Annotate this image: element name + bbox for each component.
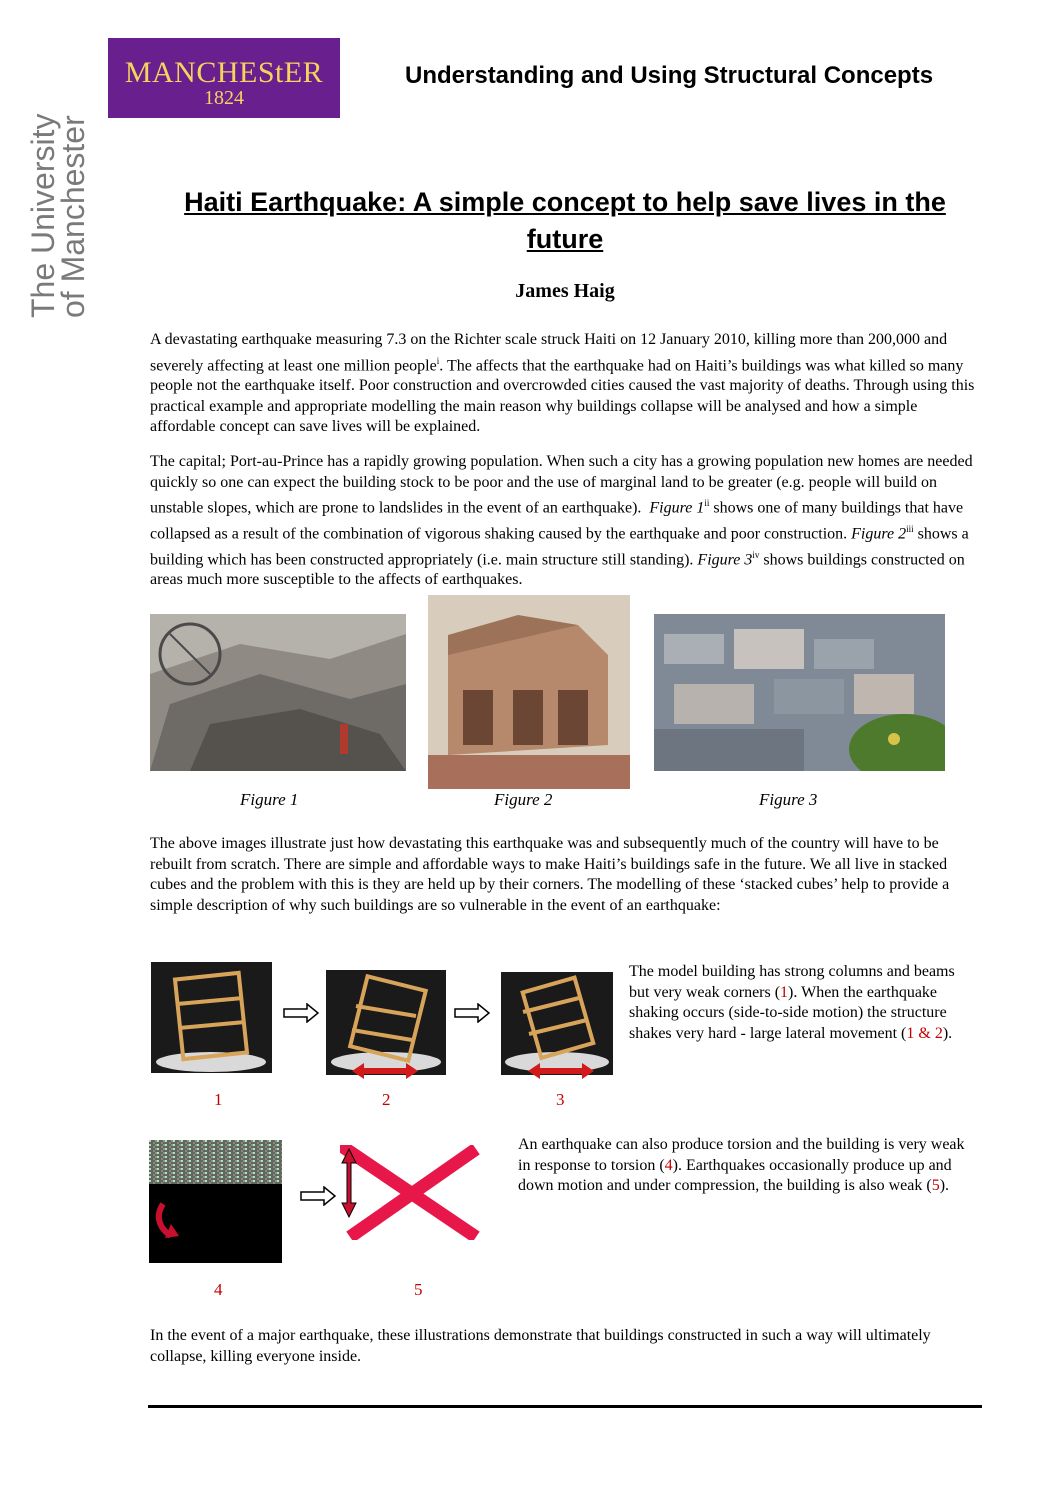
model-number-3: 3 — [556, 1090, 565, 1109]
article-title: Haiti Earthquake: A simple concept to help save lives in the future — [184, 187, 946, 254]
figure-2-photo — [428, 595, 630, 789]
header-title: Understanding and Using Structural Concepts — [405, 62, 934, 89]
figure-1-caption: Figure 1 — [240, 790, 299, 809]
model-photo-2 — [326, 970, 446, 1075]
logo-name: MANCHEStER — [124, 56, 324, 89]
arrow-icon — [454, 1003, 490, 1028]
side-wordmark — [25, 113, 112, 318]
model-number-4: 4 — [214, 1280, 223, 1299]
figure-2-caption: Figure 2 — [494, 790, 553, 809]
side-line-2: of Manchester — [55, 115, 91, 318]
model-photo-3 — [501, 972, 613, 1075]
author-name: James Haig — [515, 280, 615, 302]
model-photo-1 — [151, 962, 272, 1073]
paragraph-intro: A devastating earthquake measuring 7.3 on the Richter scale struck Haiti on 12 January 2010, killing more than 200,000 and severely affecting at least one million people$^i$. The affects that the earthquake had on Haiti’s buildings was what killed so many people not the earthquake itself. Poor construction and overcrowded cities caused the vast majority of deaths. Through using this practical example and appropriate modelling the main reason why buildings collapse will be analysed and how a simple affordable concept can save lives will be explained. — [150, 331, 975, 436]
figure-ref: Figure 1 — [649, 499, 705, 517]
model-description-2: An earthquake can also produce torsion and the building is very weak in response to torsion (4). Earthquakes occasionally produce up and down motion and under compression, the building is also weak (5). — [518, 1136, 965, 1194]
footnote-ref: i — [436, 355, 440, 366]
paragraph-conclusion: In the event of a major earthquake, these illustrations demonstrate that buildings constructed in such a way will ultimately collapse, killing everyone inside. — [150, 1327, 931, 1365]
side-line-1: The University — [25, 113, 61, 318]
lateral-motion-arrow — [350, 1062, 420, 1085]
figure-1-photo — [150, 614, 406, 771]
figure-3-caption: Figure 3 — [759, 790, 818, 809]
model-5-illustration — [340, 1145, 480, 1245]
figure-ref: Figure 3 — [697, 550, 753, 568]
paragraph-capital: The capital; Port-au-Prince has a rapidly growing population. When such a city has a growing population new homes are needed quickly so one can expect the building stock to be poor and the use of marginal land to be greater (e.g. people will build on unstable slopes, which are prone to landslides in the event of an earthquake). Figure 1$^{ii}$ shows one of many buildings that have collapsed as a result of the combination of vigorous shaking caused by the earthquake and poor construction. Figure 2$^{iii}$ shows a building which has been constructed appropriately (i.e. main structure still standing). Figure 3$^{iv}$ shows buildings constructed on areas much more susceptible to the affects of earthquakes. — [150, 453, 973, 589]
model-photo-4 — [149, 1140, 282, 1263]
arrow-icon — [283, 1003, 319, 1028]
figure-3-photo — [654, 614, 945, 771]
lateral-motion-arrow — [526, 1062, 596, 1085]
model-description-1: The model building has strong columns and beams but very weak corners (1). When the earthquake shaking occurs (side-to-side motion) the structure shakes very hard - large lateral movement (1 & 2). — [629, 963, 955, 1042]
figure-ref: Figure 2 — [851, 525, 907, 543]
arrow-icon — [300, 1186, 336, 1211]
paragraph-stacked-cubes: The above images illustrate just how devastating this earthquake was and subsequently much of the country will have to be rebuilt from scratch. There are simple and affordable ways to make Haiti’s buildings safe in the future. We all live in stacked cubes and the problem with this is they are held up by their corners. The modelling of these ‘stacked cubes’ help to provide a simple description of why such buildings are so vulnerable in the event of an earthquake: — [150, 835, 950, 914]
logo-year: 1824 — [204, 87, 244, 109]
footer-rule — [148, 1405, 982, 1408]
model-number-2: 2 — [382, 1090, 391, 1109]
model-number-1: 1 — [214, 1090, 223, 1109]
university-logo — [108, 38, 340, 118]
model-number-5: 5 — [414, 1280, 423, 1299]
